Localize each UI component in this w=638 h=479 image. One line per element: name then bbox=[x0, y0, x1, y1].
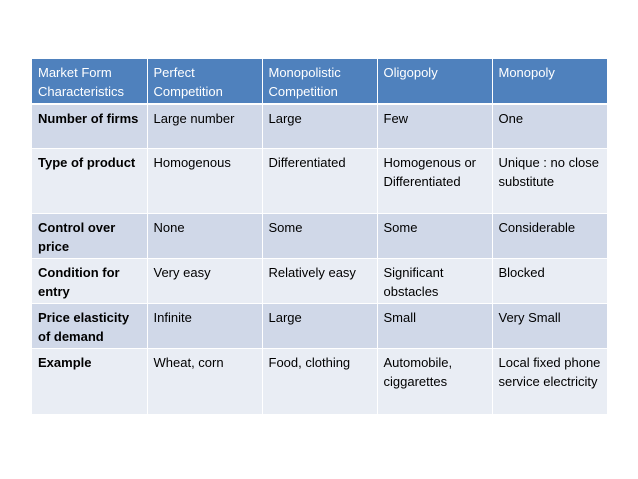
header-cell-characteristics: Market Form Characteristics bbox=[32, 59, 147, 104]
table-cell: Relatively easy bbox=[262, 258, 377, 303]
table-cell: None bbox=[147, 213, 262, 258]
table-cell: Differentiated bbox=[262, 148, 377, 213]
table-row bbox=[32, 348, 607, 414]
table-cell: Large bbox=[262, 104, 377, 148]
row-label-example: Example bbox=[32, 348, 147, 414]
table-cell: Considerable bbox=[492, 213, 607, 258]
table-cell: Very Small bbox=[492, 303, 607, 348]
table-header-row bbox=[32, 59, 607, 104]
table-cell: Some bbox=[262, 213, 377, 258]
table-row bbox=[32, 148, 607, 213]
header-cell-perfect-competition: Perfect Competition bbox=[147, 59, 262, 104]
table-cell: Local fixed phone service electricity bbox=[492, 348, 607, 414]
row-label-type-of-product: Type of product bbox=[32, 148, 147, 213]
table-cell: Automobile, ciggarettes bbox=[377, 348, 492, 414]
table-cell: Infinite bbox=[147, 303, 262, 348]
header-cell-oligopoly: Oligopoly bbox=[377, 59, 492, 104]
table-cell: Homogenous bbox=[147, 148, 262, 213]
table-row bbox=[32, 303, 607, 348]
table-cell: Homogenous or Differentiated bbox=[377, 148, 492, 213]
table-cell: One bbox=[492, 104, 607, 148]
row-label-condition-for-entry: Condition for entry bbox=[32, 258, 147, 303]
table-cell: Unique : no close substitute bbox=[492, 148, 607, 213]
table-row bbox=[32, 258, 607, 303]
table-cell: Large bbox=[262, 303, 377, 348]
table-cell: Food, clothing bbox=[262, 348, 377, 414]
table-cell: Blocked bbox=[492, 258, 607, 303]
table-cell: Very easy bbox=[147, 258, 262, 303]
table-cell: Significant obstacles bbox=[377, 258, 492, 303]
row-label-price-elasticity: Price elasticity of demand bbox=[32, 303, 147, 348]
table-cell: Few bbox=[377, 104, 492, 148]
table-cell: Some bbox=[377, 213, 492, 258]
header-cell-monopolistic-competition: Monopolistic Competition bbox=[262, 59, 377, 104]
table-cell: Small bbox=[377, 303, 492, 348]
row-label-number-of-firms: Number of firms bbox=[32, 104, 147, 148]
header-cell-monopoly: Monopoly bbox=[492, 59, 607, 104]
table-cell: Large number bbox=[147, 104, 262, 148]
market-forms-table bbox=[32, 59, 608, 415]
row-label-control-over-price: Control over price bbox=[32, 213, 147, 258]
table-row bbox=[32, 104, 607, 148]
table-cell: Wheat, corn bbox=[147, 348, 262, 414]
table-row bbox=[32, 213, 607, 258]
